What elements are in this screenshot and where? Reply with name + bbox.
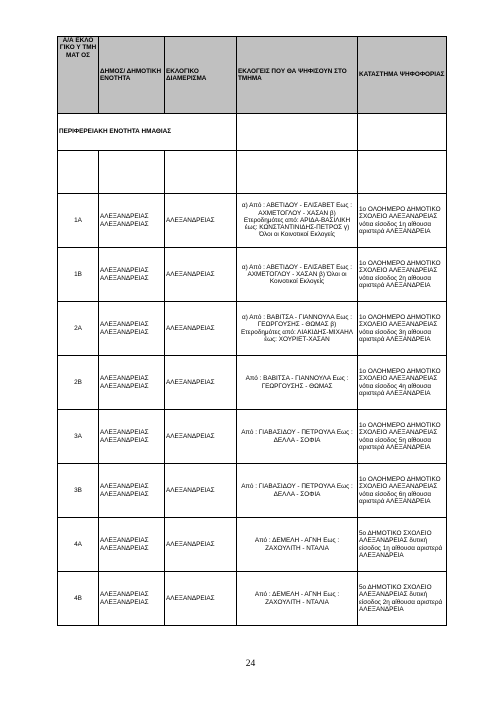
municipality-cell: ΑΛΕΞΑΝΔΡΕΙΑΣ ΑΛΕΞΑΝΔΡΕΙΑΣ [99,572,165,626]
header-section-number: Α/Α ΕΚΛΟ ΓΙΚΟ Υ ΤΜΗ ΜΑΤ ΟΣ [58,37,99,114]
polling-station-cell: 1ο ΟΛΟΗΜΕΡΟ ΔΗΜΟΤΙΚΟ ΣΧΟΛΕΙΟ ΑΛΕΞΑΝΔΡΕΙΑΣ νότια είσοδος 4η αίθουσα αριστερά ΑΛΕΞΑΝΔΡΕΙΑ [358,356,447,410]
region-row [58,114,447,151]
table-row [58,302,447,356]
table-row [58,464,447,518]
header-municipality: ΔΗΜΟΣ/ ΔΗΜΟΤΙΚΗ ΕΝΟΤΗΤΑ [99,37,165,114]
elections-cell: Από : ΓΙΑΒΑΣΙΔΟΥ - ΠΕΤΡΟΥΛΑ Εως : ΔΕΛΛΑ - ΣΟΦΙΑ [237,464,358,518]
header-polling-station: ΚΑΤΑΣΤΗΜΑ ΨΗΦΟΦΟΡΙΑΣ [358,37,447,114]
municipality-cell: ΑΛΕΞΑΝΔΡΕΙΑΣ ΑΛΕΞΑΝΔΡΕΙΑΣ [99,248,165,302]
region-title: ΠΕΡΙΦΕΡΕΙΑΚΗ ΕΝΟΤΗΤΑ ΗΜΑΘΙΑΣ [58,114,237,151]
blank-cell [358,151,447,194]
elections-cell: α) Από : ΒΑΒΙΤΣΑ - ΓΙΑΝΝΟΥΛΑ Εως : ΓΕΩΡΓΟΥΣΗΣ - ΘΩΜΑΣ β) Ετεροδημότες από: ΛΙΑΚΙΔΗΣ-ΜΙΧΑΗΛ έως: ΧΟΥΡΙΕΤ-ΧΑΣΑΝ [237,302,358,356]
polling-station-cell: 1ο ΟΛΟΗΜΕΡΟ ΔΗΜΟΤΙΚΟ ΣΧΟΛΕΙΟ ΑΛΕΞΑΝΔΡΕΙΑΣ νότια είσοδος 5η αίθουσα αριστερά ΑΛΕΞΑΝΔΡΕΙΑ [358,410,447,464]
elections-cell: Από : ΔΕΜΕΛΗ - ΑΓΝΗ Εως : ΖΑΧΟΥΛΙΤΗ - ΝΤΑΛΙΑ [237,518,358,572]
elections-cell: Από : ΓΙΑΒΑΣΙΔΟΥ - ΠΕΤΡΟΥΛΑ Εως : ΔΕΛΛΑ - ΣΟΦΙΑ [237,410,358,464]
blank-row [58,151,447,194]
table-row [58,410,447,464]
section-number-cell: 1Β [58,248,99,302]
polling-station-cell: 1ο ΟΛΟΗΜΕΡΟ ΔΗΜΟΤΙΚΟ ΣΧΟΛΕΙΟ ΑΛΕΞΑΝΔΡΕΙΑΣ νότια είσοδος 6η αίθουσα αριστερά ΑΛΕΞΑΝΔΡΕΙΑ [358,464,447,518]
blank-cell [165,151,237,194]
district-cell: ΑΛΕΞΑΝΔΡΕΙΑΣ [165,464,237,518]
municipality-cell: ΑΛΕΞΑΝΔΡΕΙΑΣ ΑΛΕΞΑΝΔΡΕΙΑΣ [99,518,165,572]
elections-cell: α) Από : ΑΒΕΤΙΔΟΥ - ΕΛΙΣΑΒΕΤ Εως : ΑΧΜΕΤΟΓΛΟΥ - ΧΑΣΑΝ β) Όλοι οι Κοινοτικοί Εκλογείς [237,248,358,302]
polling-station-cell: 1ο ΟΛΟΗΜΕΡΟ ΔΗΜΟΤΙΚΟ ΣΧΟΛΕΙΟ ΑΛΕΞΑΝΔΡΕΙΑΣ νότια είσοδος 3η αίθουσα αριστερά ΑΛΕΞΑΝΔΡΕΙΑ [358,302,447,356]
municipality-cell: ΑΛΕΞΑΝΔΡΕΙΑΣ ΑΛΕΞΑΝΔΡΕΙΑΣ [99,194,165,248]
polling-station-cell: 1ο ΟΛΟΗΜΕΡΟ ΔΗΜΟΤΙΚΟ ΣΧΟΛΕΙΟ ΑΛΕΞΑΝΔΡΕΙΑΣ νότια είσοδος 2η αίθουσα αριστερά ΑΛΕΞΑΝΔΡΕΙΑ [358,248,447,302]
section-number-cell: 4Α [58,518,99,572]
district-cell: ΑΛΕΞΑΝΔΡΕΙΑΣ [165,248,237,302]
elections-cell: α) Από : ΑΒΕΤΙΔΟΥ - ΕΛΙΣΑΒΕΤ Εως : ΑΧΜΕΤΟΓΛΟΥ - ΧΑΣΑΝ β) Ετεροδημότες από: ΑΡΙΔΑ-ΒΑΣΙΛΙΚΗ έως: ΚΩΝΣΤΑΝΤΙΝΙΔΗΣ-ΠΕΤΡΟΣ γ) Όλοι οι Κοινοτικοί Εκλογείς [237,194,358,248]
polling-station-cell: 1ο ΟΛΟΗΜΕΡΟ ΔΗΜΟΤΙΚΟ ΣΧΟΛΕΙΟ ΑΛΕΞΑΝΔΡΕΙΑΣ νότια είσοδος 1η αίθουσα αριστερά ΑΛΕΞΑΝΔΡΕΙΑ [358,194,447,248]
district-cell: ΑΛΕΞΑΝΔΡΕΙΑΣ [165,518,237,572]
section-number-cell: 3Α [58,410,99,464]
blank-cell [99,151,165,194]
elections-cell: Από : ΔΕΜΕΛΗ - ΑΓΝΗ Εως : ΖΑΧΟΥΛΙΤΗ - ΝΤΑΛΙΑ [237,572,358,626]
header-row [58,37,447,114]
polling-station-cell: 5ο ΔΗΜΟΤΙΚΟ ΣΧΟΛΕΙΟ ΑΛΕΞΑΝΔΡΕΙΑΣ δυτική είσοδος 2η αίθουσα αριστερά ΑΛΕΞΑΝΔΡΕΙΑ [358,572,447,626]
municipality-cell: ΑΛΕΞΑΝΔΡΕΙΑΣ ΑΛΕΞΑΝΔΡΕΙΑΣ [99,356,165,410]
region-empty-cell [358,114,447,151]
page-number: 24 [245,659,256,669]
polling-stations-table [57,36,447,626]
table-row [58,194,447,248]
district-cell: ΑΛΕΞΑΝΔΡΕΙΑΣ [165,572,237,626]
header-elections: ΕΚΛΟΓΕΙΣ ΠΟΥ ΘΑ ΨΗΦΙΣΟΥΝ ΣΤΟ ΤΜΗΜΑ [237,37,358,114]
district-cell: ΑΛΕΞΑΝΔΡΕΙΑΣ [165,302,237,356]
table-row [58,356,447,410]
section-number-cell: 3Β [58,464,99,518]
polling-station-cell: 5ο ΔΗΜΟΤΙΚΟ ΣΧΟΛΕΙΟ ΑΛΕΞΑΝΔΡΕΙΑΣ δυτική είσοδος 1η αίθουσα αριστερά ΑΛΕΞΑΝΔΡΕΙΑ [358,518,447,572]
table-row [58,518,447,572]
section-number-cell: 4Β [58,572,99,626]
district-cell: ΑΛΕΞΑΝΔΡΕΙΑΣ [165,410,237,464]
municipality-cell: ΑΛΕΞΑΝΔΡΕΙΑΣ ΑΛΕΞΑΝΔΡΕΙΑΣ [99,464,165,518]
section-number-cell: 2Α [58,302,99,356]
blank-cell [58,151,99,194]
district-cell: ΑΛΕΞΑΝΔΡΕΙΑΣ [165,194,237,248]
municipality-cell: ΑΛΕΞΑΝΔΡΕΙΑΣ ΑΛΕΞΑΝΔΡΕΙΑΣ [99,302,165,356]
district-cell: ΑΛΕΞΑΝΔΡΕΙΑΣ [165,356,237,410]
region-empty-cell [237,114,358,151]
section-number-cell: 2Β [58,356,99,410]
header-electoral-district: ΕΚΛΟΓΙΚΟ ΔΙΑΜΕΡΙΣΜΑ [165,37,237,114]
blank-cell [237,151,358,194]
table-row [58,248,447,302]
section-number-cell: 1Α [58,194,99,248]
table-row [58,572,447,626]
municipality-cell: ΑΛΕΞΑΝΔΡΕΙΑΣ ΑΛΕΞΑΝΔΡΕΙΑΣ [99,410,165,464]
elections-cell: Από : ΒΑΒΙΤΣΑ - ΓΙΑΝΝΟΥΛΑ Εως : ΓΕΩΡΓΟΥΣΗΣ - ΘΩΜΑΣ [237,356,358,410]
